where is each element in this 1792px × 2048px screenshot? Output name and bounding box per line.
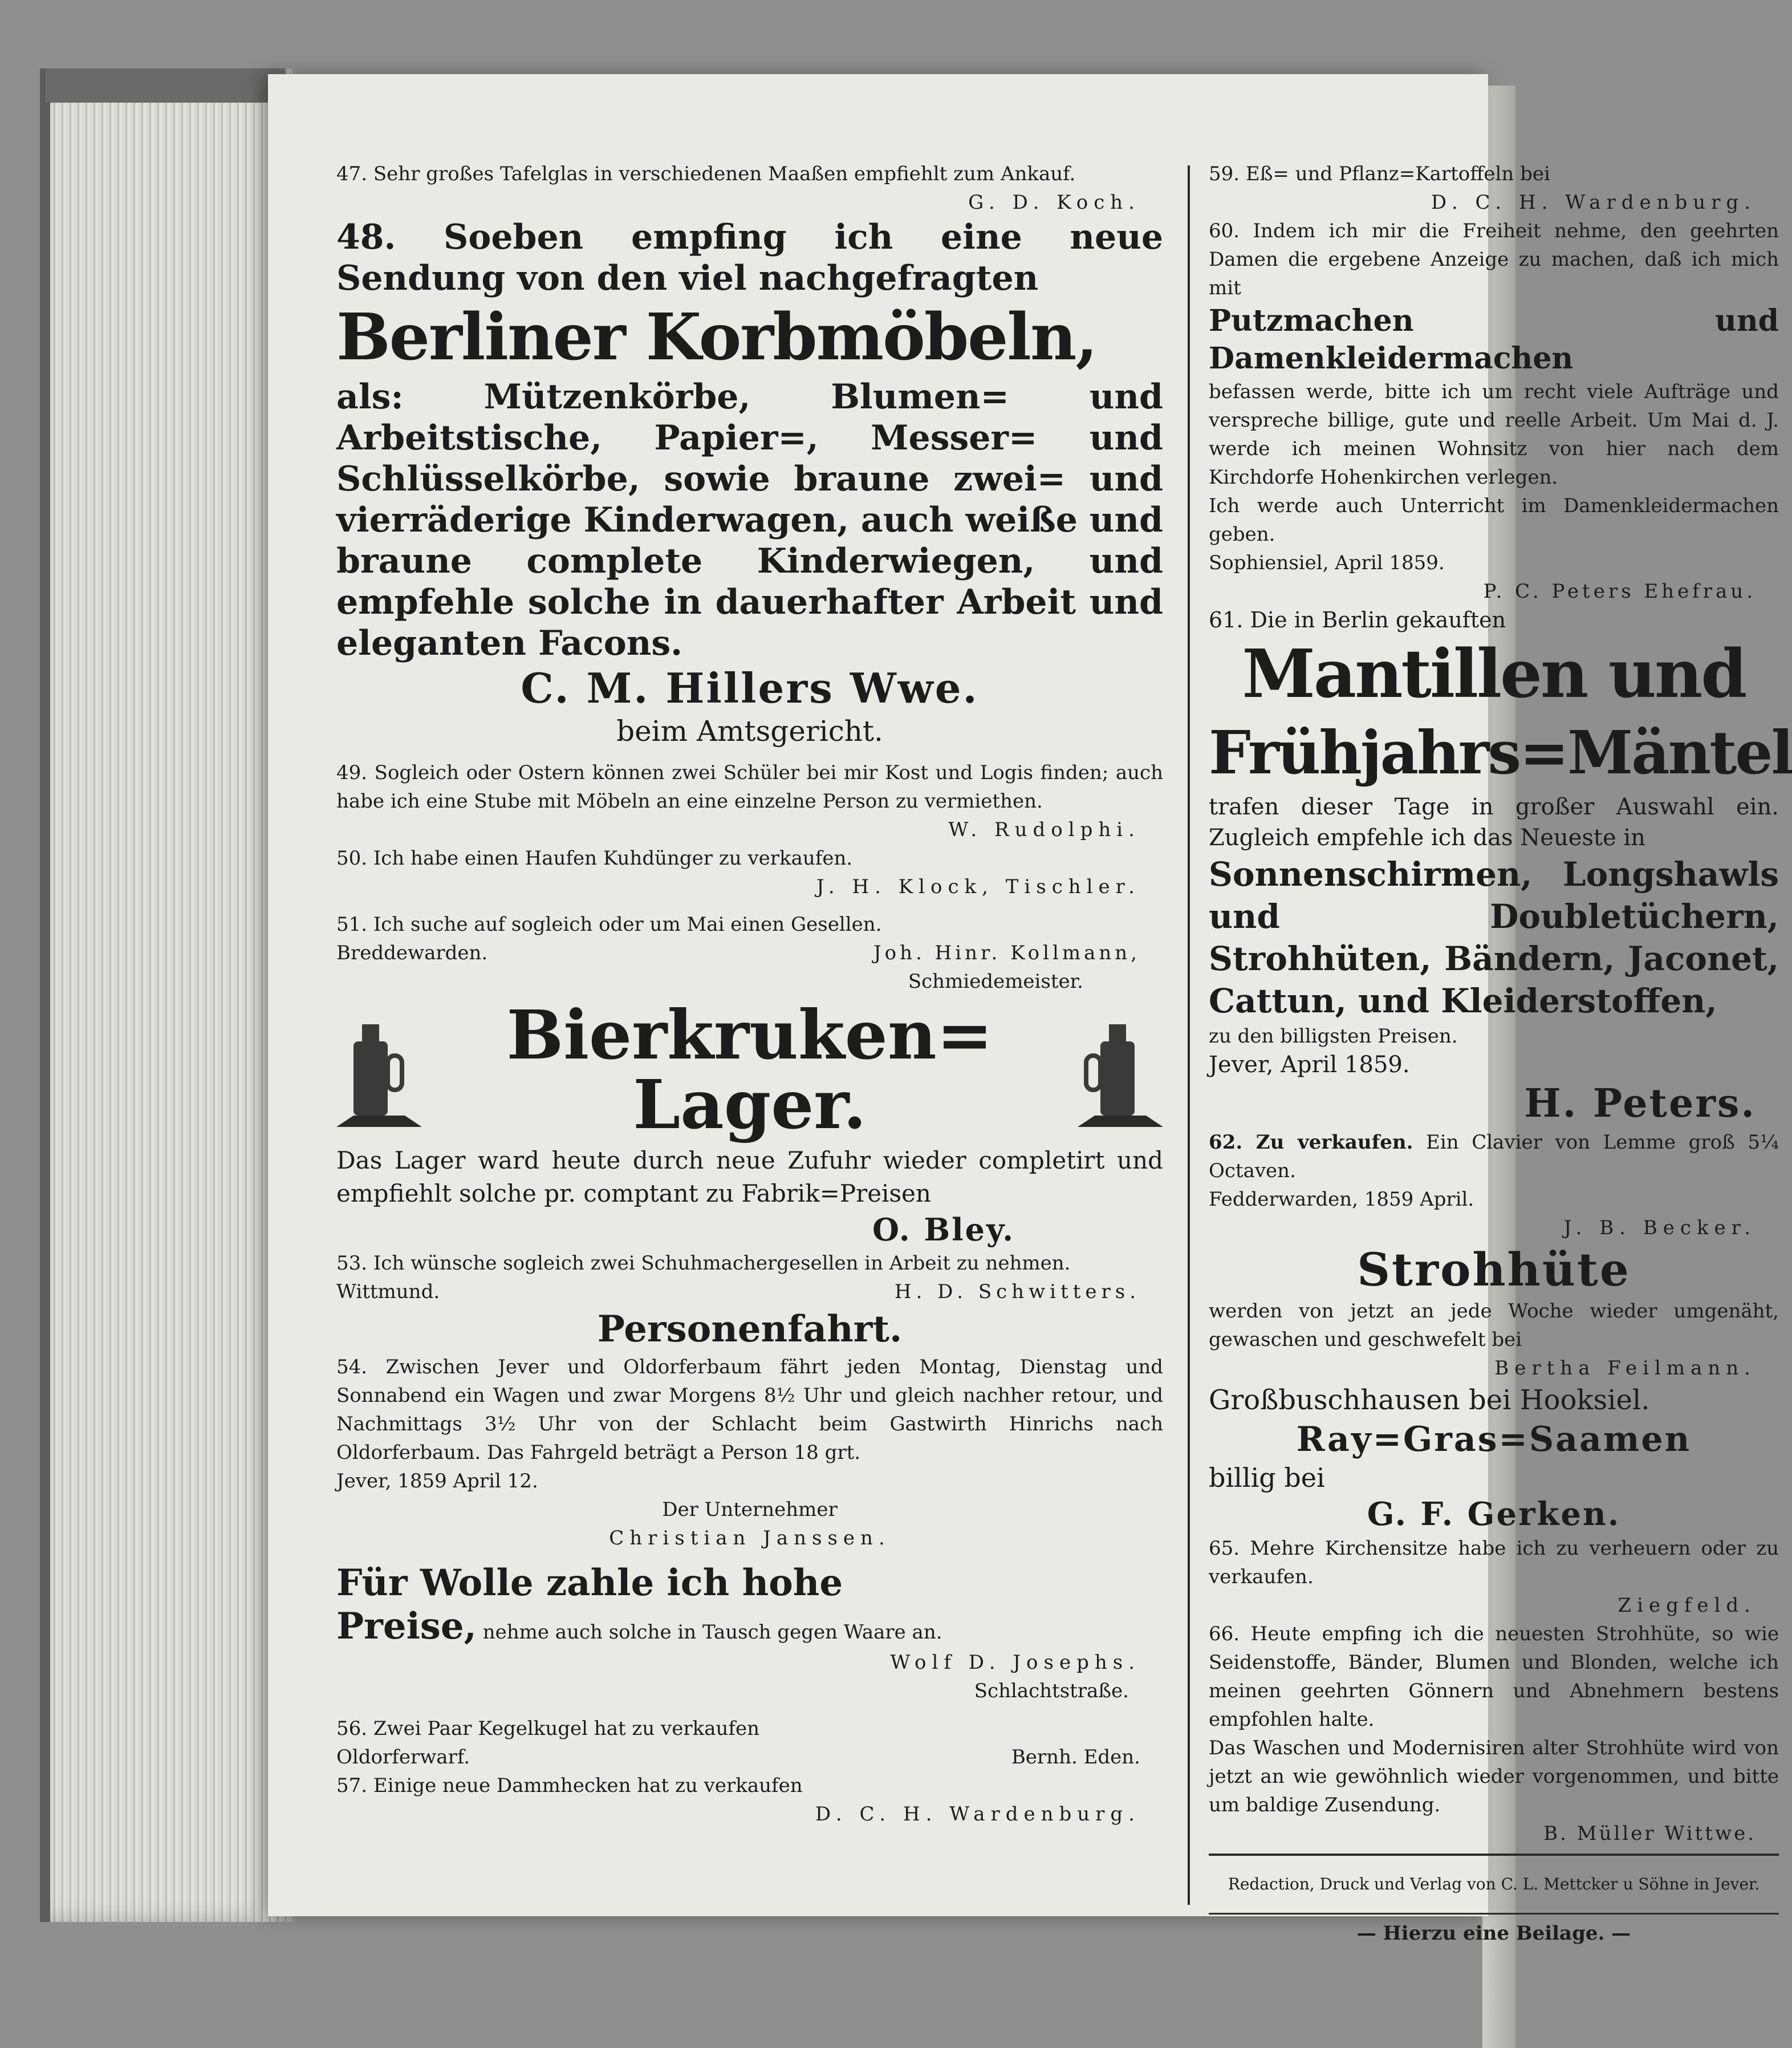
- bierkruken-title: [506, 995, 993, 1144]
- ad-53-signature: H. D. Schwitters.: [894, 1280, 1140, 1303]
- personenfahrt-signature-role: Der Unternehmer: [662, 1498, 838, 1521]
- supplement-note: — Hierzu eine Beilage. —: [1356, 1922, 1631, 1945]
- ad-48-place: beim Amtsgericht.: [616, 715, 883, 748]
- newspaper-page: [268, 74, 1792, 1945]
- ad-62-signature: J. B. Becker.: [1563, 1216, 1756, 1239]
- ad-51-signature: Joh. Hinr. Kollmann,: [873, 942, 1140, 964]
- ad-53-place: Wittmund.: [336, 1280, 440, 1303]
- wolle-signature: Wolf D. Josephs.: [890, 1651, 1140, 1674]
- wolle-text: nehme auch solche in Tausch gegen Waare an.: [482, 1621, 942, 1644]
- ad-50: 50. Ich habe einen Haufen Kuhdünger zu verkaufen.: [336, 847, 853, 870]
- ray-gras-firm: G. F. Gerken.: [1367, 1495, 1621, 1533]
- ad-62-date: Fedderwarden, 1859 April.: [1209, 1188, 1474, 1211]
- wolle-title: Für Wolle zahle ich hohe: [336, 1562, 843, 1604]
- ad-53: 53. Ich wünsche sogleich zwei Schuhmachergesellen in Arbeit zu nehmen.: [336, 1252, 1071, 1275]
- ad-59: 59. Eß= und Pflanz=Kartoffeln bei: [1209, 163, 1550, 185]
- wolle-body: [336, 1605, 1163, 1648]
- ad-51-place: Breddewarden.: [336, 942, 488, 964]
- ad-48-intro: 48. Soeben empfing ich eine neue Sendung von den viel nachgefragten: [336, 217, 1163, 298]
- ad-50-signature: J. H. Klock, Tischler.: [816, 875, 1140, 898]
- ad-53-footer: [336, 1278, 1163, 1306]
- ad-60-date: Sophiensiel, April 1859.: [1209, 551, 1445, 574]
- ad-61-goods: Sonnenschirmen, Longshawls und Doubletüchern, Strohhüten, Bändern, Jaconet, Cattun, und Kleiderstoffen,: [1209, 855, 1779, 1020]
- ray-gras-text: billig bei: [1209, 1462, 1325, 1493]
- jug-icon: [336, 1010, 422, 1130]
- imprint-rule-2: [1209, 1913, 1779, 1915]
- ad-49: 49. Sogleich oder Ostern können zwei Schüler bei mir Kost und Logis finden; auch habe ich eine Stube mit Möbeln an eine einzelne Person zu vermiethen.: [336, 761, 1163, 813]
- personenfahrt-date: Jever, 1859 April 12.: [336, 1470, 538, 1493]
- bierkruken-title-line2: Lager.: [633, 1065, 867, 1144]
- personenfahrt-text: 54. Zwischen Jever und Oldorferbaum fährt jeden Montag, Dienstag und Sonnabend ein Wagen und zwar Morgens 8½ Uhr und gleich nachher retour, und Nachmittags 3½ Uhr von der Schlacht beim Gastwirth Hinrichs nach Oldorferbaum. Das Fahrgeld beträgt a Person 18 grt.: [336, 1356, 1163, 1464]
- ad-61-text: trafen dieser Tage in großer Auswahl ein. Zugleich empfehle ich das Neueste in: [1209, 794, 1779, 851]
- ad-61-mantillen: Mantillen und: [1242, 635, 1746, 713]
- ad-49-signature: W. Rudolphi.: [948, 818, 1140, 841]
- ad-51: 51. Ich suche auf sogleich oder um Mai einen Gesellen.: [336, 913, 882, 936]
- ad-56: 56. Zwei Paar Kegelkugel hat zu verkaufen: [336, 1717, 760, 1740]
- column-rule: [1188, 165, 1190, 1905]
- ad-56-footer: [336, 1743, 1163, 1771]
- ad-48-firm: C. M. Hillers Wwe.: [521, 664, 979, 712]
- ad-48-body: als: Mützenkörbe, Blumen= und Arbeitstische, Papier=, Messer= und Schlüsselkörbe, sowie braune zwei= und vierräderige Kinderwagen, auch weiße und braune complete Kinderwiegen, und empfehle solche in dauerhafter Arbeit und eleganten Facons.: [336, 377, 1163, 663]
- ad-47-signature: G. D. Koch.: [968, 191, 1140, 214]
- personenfahrt-signature: Christian Janssen.: [609, 1527, 891, 1550]
- bierkruken-text: Das Lager ward heute durch neue Zufuhr wieder completirt und empfiehlt solche pr. comptant zu Fabrik=Preisen: [336, 1146, 1163, 1207]
- wolle-title-2: Preise,: [336, 1605, 477, 1648]
- ad-61-text2: zu den billigsten Preisen.: [1209, 1025, 1458, 1048]
- strohhuete-signature: Bertha Feilmann.: [1494, 1357, 1756, 1380]
- strohhuete-place: Großbuschhausen bei Hooksiel.: [1209, 1384, 1650, 1416]
- bierkruken-title-line1: Bierkruken=: [506, 995, 993, 1074]
- ad-65-signature: Ziegfeld.: [1618, 1594, 1756, 1617]
- book-cover-edge: [46, 68, 285, 103]
- ad-51-trade: Schmiedemeister.: [908, 970, 1083, 993]
- ray-gras-title: Ray=Gras=Saamen: [1296, 1420, 1692, 1459]
- ad-62-label: 62. Zu verkaufen.: [1209, 1131, 1413, 1154]
- imprint-rule: [1209, 1854, 1779, 1856]
- strohhuete-title: Strohhüte: [1357, 1243, 1631, 1296]
- ad-60-text2: befassen werde, bitte ich um recht viele Aufträge und verspreche billige, gute und reelle Arbeit. Um Mai d. J. werde ich meinen Wohnsitz von hier nach dem Kirchdorfe Hohenkirchen verlegen.: [1209, 380, 1779, 489]
- imprint: Redaction, Druck und Verlag von C. L. Mettcker u Söhne in Jever.: [1228, 1875, 1760, 1893]
- ad-60: 60. Indem ich mir die Freiheit nehme, den geehrten Damen die ergebene Anzeige zu machen, daß ich mich mit: [1209, 220, 1779, 299]
- ad-66-signature: B. Müller Wittwe.: [1543, 1822, 1756, 1845]
- ad-60-signature: P. C. Peters Ehefrau.: [1483, 580, 1756, 603]
- ad-65: 65. Mehre Kirchensitze habe ich zu verheuern oder zu verkaufen.: [1209, 1537, 1779, 1588]
- jug-icon: [1078, 1010, 1163, 1130]
- ad-61-maentel: Frühjahrs=Mäntel: [1209, 717, 1792, 788]
- ad-59-signature: D. C. H. Wardenburg.: [1431, 191, 1756, 214]
- ad-57: 57. Einige neue Dammhecken hat zu verkaufen: [336, 1774, 803, 1797]
- ad-62-text: Ein Clavier von Lemme groß 5¼ Octaven.: [1209, 1131, 1779, 1182]
- left-column: [336, 160, 1163, 1828]
- ad-66-text2: Das Waschen und Modernisiren alter Strohhüte wird von jetzt an wie gewöhnlich wieder vorgenommen, und bitte um baldige Zusendung.: [1209, 1737, 1779, 1816]
- wolle-street: Schlachtstraße.: [974, 1680, 1129, 1702]
- bierkruken-header: [336, 996, 1163, 1144]
- ad-66: 66. Heute empfing ich die neuesten Strohhüte, so wie Seidenstoffe, Bänder, Blumen und Blonden, welche ich meinen geehrten Gönnern und Abnehmern bestens empfohlen halte.: [1209, 1623, 1779, 1731]
- ad-51-footer: [336, 939, 1163, 967]
- ad-56-place: Oldorferwarf.: [336, 1746, 470, 1769]
- ad-62: [1209, 1128, 1779, 1185]
- book-page-edges: [40, 68, 295, 1922]
- ad-60-big: Putzmachen und Damenkleidermachen: [1209, 303, 1779, 376]
- ad-57-signature: D. C. H. Wardenburg.: [815, 1803, 1140, 1826]
- right-column: [1209, 160, 1792, 1948]
- ad-61-date: Jever, April 1859.: [1209, 1052, 1410, 1078]
- strohhuete-text: werden von jetzt an jede Woche wieder umgenäht, gewaschen und geschwefelt bei: [1209, 1300, 1779, 1351]
- personenfahrt-title: Personenfahrt.: [597, 1308, 903, 1351]
- bierkruken-signature: O. Bley.: [872, 1211, 1015, 1248]
- ad-47: 47. Sehr großes Tafelglas in verschiedenen Maaßen empfiehlt zum Ankauf.: [336, 163, 1076, 185]
- ad-61-firm: H. Peters.: [1524, 1081, 1756, 1126]
- ad-61-intro: 61. Die in Berlin gekauften: [1209, 607, 1506, 632]
- ad-56-signature: Bernh. Eden.: [1011, 1746, 1140, 1769]
- ad-60-text3: Ich werde auch Unterricht im Damenkleidermachen geben.: [1209, 494, 1779, 546]
- ad-48-headline: Berliner Korbmöbeln,: [336, 300, 1097, 375]
